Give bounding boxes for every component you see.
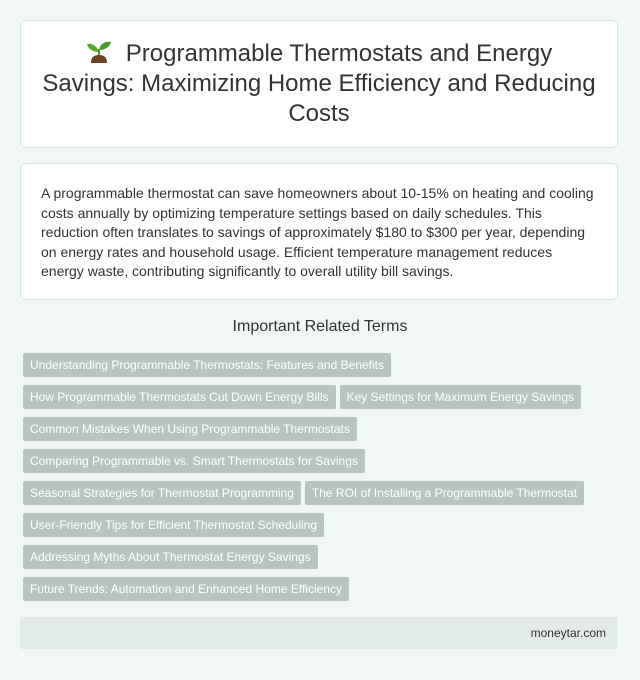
related-term-tag[interactable]: User-Friendly Tips for Efficient Thermostat Scheduling bbox=[23, 513, 324, 537]
related-term-tag[interactable]: Future Trends: Automation and Enhanced Home Efficiency bbox=[23, 577, 349, 601]
summary-card bbox=[20, 163, 618, 300]
related-term-tag[interactable]: Key Settings for Maximum Energy Savings bbox=[340, 385, 581, 409]
title-card bbox=[20, 20, 618, 148]
related-term-tag[interactable]: Addressing Myths About Thermostat Energy Savings bbox=[23, 545, 318, 569]
summary-text: A programmable thermostat can save homeowners about 10-15% on heating and cooling costs annually by optimizing temperature settings based on daily schedules. This reduction often translates to savings of approximately $180 to $300 per year, depending on energy rates and household usage. Efficient temperature management reduces energy waste, contributing significantly to overall utility bill savings. bbox=[41, 185, 594, 279]
sprout-icon bbox=[86, 39, 112, 63]
footer bbox=[20, 617, 618, 649]
related-term-tag[interactable]: Seasonal Strategies for Thermostat Programming bbox=[23, 481, 301, 505]
page-title bbox=[21, 39, 617, 129]
related-term-tag[interactable]: How Programmable Thermostats Cut Down Energy Bills bbox=[23, 385, 336, 409]
related-term-tag[interactable]: The ROI of Installing a Programmable Thermostat bbox=[305, 481, 584, 505]
title-text: Programmable Thermostats and Energy Savings: Maximizing Home Efficiency and Reducing Costs bbox=[42, 40, 596, 127]
related-term-tag[interactable]: Common Mistakes When Using Programmable Thermostats bbox=[23, 417, 357, 441]
site-link[interactable]: moneytar.com bbox=[530, 626, 606, 640]
related-terms-heading: Important Related Terms bbox=[232, 318, 408, 335]
related-terms-list bbox=[23, 353, 623, 609]
related-term-tag[interactable]: Comparing Programmable vs. Smart Thermostats for Savings bbox=[23, 449, 365, 473]
related-term-tag[interactable]: Understanding Programmable Thermostats: Features and Benefits bbox=[23, 353, 391, 377]
